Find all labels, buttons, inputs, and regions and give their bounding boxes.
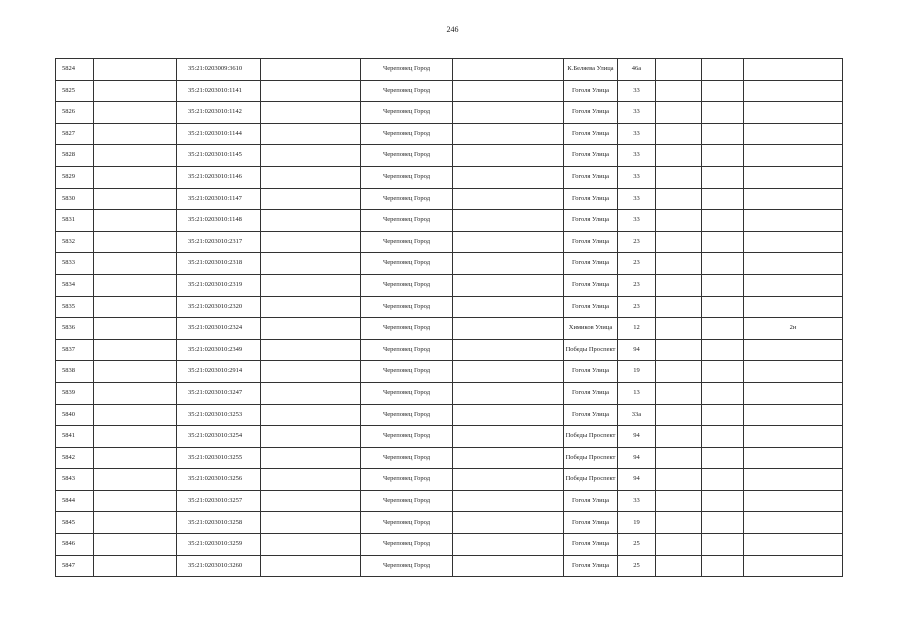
cadastral-number-cell: 35:21:0203010:2319 bbox=[177, 274, 261, 296]
empty-cell bbox=[453, 382, 564, 404]
premises-cell bbox=[744, 361, 843, 383]
street-cell: Гоголя Улица bbox=[564, 166, 618, 188]
cadastral-number-cell: 35:21:0203010:2349 bbox=[177, 339, 261, 361]
empty-cell bbox=[453, 123, 564, 145]
empty-cell bbox=[94, 339, 177, 361]
premises-cell bbox=[744, 231, 843, 253]
empty-cell bbox=[656, 318, 702, 340]
record-number-cell: 5843 bbox=[56, 469, 94, 491]
premises-cell bbox=[744, 123, 843, 145]
empty-cell bbox=[94, 534, 177, 556]
empty-cell bbox=[453, 59, 564, 81]
empty-cell bbox=[94, 188, 177, 210]
house-number-cell: 33а bbox=[618, 404, 656, 426]
empty-cell bbox=[656, 274, 702, 296]
empty-cell bbox=[702, 274, 744, 296]
house-number-cell: 33 bbox=[618, 166, 656, 188]
record-number-cell: 5829 bbox=[56, 166, 94, 188]
empty-cell bbox=[453, 318, 564, 340]
premises-cell bbox=[744, 534, 843, 556]
table-row bbox=[56, 534, 843, 556]
empty-cell bbox=[656, 231, 702, 253]
empty-cell bbox=[94, 469, 177, 491]
empty-cell bbox=[702, 145, 744, 167]
empty-cell bbox=[702, 382, 744, 404]
empty-cell bbox=[656, 469, 702, 491]
empty-cell bbox=[261, 534, 361, 556]
empty-cell bbox=[702, 512, 744, 534]
empty-cell bbox=[702, 469, 744, 491]
empty-cell bbox=[94, 80, 177, 102]
table-row bbox=[56, 59, 843, 81]
cadastral-number-cell: 35:21:0203010:1146 bbox=[177, 166, 261, 188]
table-row bbox=[56, 188, 843, 210]
record-number-cell: 5825 bbox=[56, 80, 94, 102]
cadastral-number-cell: 35:21:0203010:3260 bbox=[177, 555, 261, 577]
cadastral-number-cell: 35:21:0203010:3259 bbox=[177, 534, 261, 556]
empty-cell bbox=[656, 361, 702, 383]
table-row bbox=[56, 382, 843, 404]
city-cell: Череповец Город bbox=[361, 447, 453, 469]
record-number-cell: 5826 bbox=[56, 102, 94, 124]
street-cell: Гоголя Улица bbox=[564, 361, 618, 383]
empty-cell bbox=[656, 404, 702, 426]
empty-cell bbox=[94, 426, 177, 448]
empty-cell bbox=[261, 426, 361, 448]
empty-cell bbox=[453, 555, 564, 577]
empty-cell bbox=[261, 382, 361, 404]
table-row bbox=[56, 555, 843, 577]
empty-cell bbox=[702, 80, 744, 102]
house-number-cell: 19 bbox=[618, 361, 656, 383]
house-number-cell: 33 bbox=[618, 145, 656, 167]
empty-cell bbox=[702, 102, 744, 124]
cadastral-number-cell: 35:21:0203010:2324 bbox=[177, 318, 261, 340]
empty-cell bbox=[656, 80, 702, 102]
empty-cell bbox=[453, 188, 564, 210]
empty-cell bbox=[261, 253, 361, 275]
house-number-cell: 12 bbox=[618, 318, 656, 340]
table-row bbox=[56, 210, 843, 232]
house-number-cell: 23 bbox=[618, 274, 656, 296]
empty-cell bbox=[261, 59, 361, 81]
premises-cell bbox=[744, 404, 843, 426]
street-cell: Гоголя Улица bbox=[564, 253, 618, 275]
premises-cell bbox=[744, 469, 843, 491]
street-cell: Гоголя Улица bbox=[564, 512, 618, 534]
empty-cell bbox=[702, 404, 744, 426]
empty-cell bbox=[94, 59, 177, 81]
table-row bbox=[56, 145, 843, 167]
street-cell: Гоголя Улица bbox=[564, 404, 618, 426]
empty-cell bbox=[261, 469, 361, 491]
house-number-cell: 25 bbox=[618, 534, 656, 556]
premises-cell bbox=[744, 210, 843, 232]
cadastral-number-cell: 35:21:0203010:2914 bbox=[177, 361, 261, 383]
empty-cell bbox=[656, 490, 702, 512]
street-cell: Гоголя Улица bbox=[564, 490, 618, 512]
empty-cell bbox=[94, 274, 177, 296]
empty-cell bbox=[261, 188, 361, 210]
empty-cell bbox=[702, 361, 744, 383]
empty-cell bbox=[656, 382, 702, 404]
empty-cell bbox=[702, 253, 744, 275]
city-cell: Череповец Город bbox=[361, 59, 453, 81]
cadastral-number-cell: 35:21:0203010:3254 bbox=[177, 426, 261, 448]
table-row bbox=[56, 426, 843, 448]
house-number-cell: 33 bbox=[618, 490, 656, 512]
city-cell: Череповец Город bbox=[361, 296, 453, 318]
record-number-cell: 5830 bbox=[56, 188, 94, 210]
cadastral-number-cell: 35:21:0203009:3610 bbox=[177, 59, 261, 81]
empty-cell bbox=[261, 339, 361, 361]
premises-cell bbox=[744, 555, 843, 577]
empty-cell bbox=[261, 274, 361, 296]
empty-cell bbox=[656, 145, 702, 167]
cadastral-number-cell: 35:21:0203010:3255 bbox=[177, 447, 261, 469]
empty-cell bbox=[656, 426, 702, 448]
street-cell: Гоголя Улица bbox=[564, 188, 618, 210]
empty-cell bbox=[261, 166, 361, 188]
empty-cell bbox=[656, 253, 702, 275]
house-number-cell: 33 bbox=[618, 102, 656, 124]
empty-cell bbox=[453, 296, 564, 318]
cadastral-number-cell: 35:21:0203010:3256 bbox=[177, 469, 261, 491]
empty-cell bbox=[656, 555, 702, 577]
cadastral-number-cell: 35:21:0203010:2318 bbox=[177, 253, 261, 275]
empty-cell bbox=[656, 512, 702, 534]
registry-table bbox=[55, 58, 843, 577]
street-cell: Химиков Улица bbox=[564, 318, 618, 340]
empty-cell bbox=[656, 447, 702, 469]
premises-cell bbox=[744, 80, 843, 102]
empty-cell bbox=[702, 555, 744, 577]
table-row bbox=[56, 102, 843, 124]
empty-cell bbox=[702, 188, 744, 210]
empty-cell bbox=[94, 296, 177, 318]
empty-cell bbox=[453, 253, 564, 275]
empty-cell bbox=[261, 555, 361, 577]
premises-cell bbox=[744, 296, 843, 318]
house-number-cell: 23 bbox=[618, 296, 656, 318]
table-row bbox=[56, 296, 843, 318]
house-number-cell: 94 bbox=[618, 447, 656, 469]
house-number-cell: 94 bbox=[618, 426, 656, 448]
empty-cell bbox=[702, 296, 744, 318]
street-cell: Гоголя Улица bbox=[564, 123, 618, 145]
street-cell: Гоголя Улица bbox=[564, 296, 618, 318]
empty-cell bbox=[453, 490, 564, 512]
premises-cell bbox=[744, 188, 843, 210]
empty-cell bbox=[453, 102, 564, 124]
table-row bbox=[56, 253, 843, 275]
empty-cell bbox=[261, 318, 361, 340]
empty-cell bbox=[261, 123, 361, 145]
record-number-cell: 5844 bbox=[56, 490, 94, 512]
city-cell: Череповец Город bbox=[361, 382, 453, 404]
premises-cell bbox=[744, 339, 843, 361]
empty-cell bbox=[453, 447, 564, 469]
record-number-cell: 5836 bbox=[56, 318, 94, 340]
table-row bbox=[56, 339, 843, 361]
empty-cell bbox=[94, 231, 177, 253]
street-cell: Гоголя Улица bbox=[564, 145, 618, 167]
table-row bbox=[56, 512, 843, 534]
record-number-cell: 5831 bbox=[56, 210, 94, 232]
house-number-cell: 33 bbox=[618, 80, 656, 102]
registry-body bbox=[56, 59, 843, 577]
street-cell: Победы Проспект bbox=[564, 426, 618, 448]
cadastral-number-cell: 35:21:0203010:2317 bbox=[177, 231, 261, 253]
city-cell: Череповец Город bbox=[361, 339, 453, 361]
empty-cell bbox=[94, 555, 177, 577]
city-cell: Череповец Город bbox=[361, 274, 453, 296]
empty-cell bbox=[94, 512, 177, 534]
city-cell: Череповец Город bbox=[361, 512, 453, 534]
empty-cell bbox=[261, 296, 361, 318]
city-cell: Череповец Город bbox=[361, 253, 453, 275]
record-number-cell: 5824 bbox=[56, 59, 94, 81]
empty-cell bbox=[453, 231, 564, 253]
empty-cell bbox=[261, 404, 361, 426]
empty-cell bbox=[261, 361, 361, 383]
city-cell: Череповец Город bbox=[361, 534, 453, 556]
record-number-cell: 5845 bbox=[56, 512, 94, 534]
street-cell: Победы Проспект bbox=[564, 469, 618, 491]
table-row bbox=[56, 274, 843, 296]
record-number-cell: 5840 bbox=[56, 404, 94, 426]
table-row bbox=[56, 447, 843, 469]
house-number-cell: 33 bbox=[618, 188, 656, 210]
house-number-cell: 23 bbox=[618, 231, 656, 253]
record-number-cell: 5828 bbox=[56, 145, 94, 167]
empty-cell bbox=[94, 253, 177, 275]
house-number-cell: 33 bbox=[618, 210, 656, 232]
premises-cell bbox=[744, 102, 843, 124]
empty-cell bbox=[94, 145, 177, 167]
cadastral-number-cell: 35:21:0203010:1148 bbox=[177, 210, 261, 232]
street-cell: Гоголя Улица bbox=[564, 102, 618, 124]
city-cell: Череповец Город bbox=[361, 231, 453, 253]
empty-cell bbox=[656, 210, 702, 232]
empty-cell bbox=[656, 188, 702, 210]
street-cell: Победы Проспект bbox=[564, 339, 618, 361]
empty-cell bbox=[656, 339, 702, 361]
premises-cell bbox=[744, 447, 843, 469]
cadastral-number-cell: 35:21:0203010:1145 bbox=[177, 145, 261, 167]
cadastral-number-cell: 35:21:0203010:3247 bbox=[177, 382, 261, 404]
house-number-cell: 94 bbox=[618, 339, 656, 361]
city-cell: Череповец Город bbox=[361, 426, 453, 448]
table-row bbox=[56, 166, 843, 188]
empty-cell bbox=[453, 469, 564, 491]
premises-cell bbox=[744, 426, 843, 448]
empty-cell bbox=[453, 512, 564, 534]
empty-cell bbox=[702, 447, 744, 469]
empty-cell bbox=[94, 210, 177, 232]
premises-cell bbox=[744, 166, 843, 188]
empty-cell bbox=[453, 166, 564, 188]
city-cell: Череповец Город bbox=[361, 166, 453, 188]
table-row bbox=[56, 231, 843, 253]
premises-cell: 2н bbox=[744, 318, 843, 340]
premises-cell bbox=[744, 382, 843, 404]
empty-cell bbox=[702, 534, 744, 556]
empty-cell bbox=[453, 274, 564, 296]
empty-cell bbox=[702, 426, 744, 448]
premises-cell bbox=[744, 59, 843, 81]
premises-cell bbox=[744, 490, 843, 512]
city-cell: Череповец Город bbox=[361, 361, 453, 383]
city-cell: Череповец Город bbox=[361, 145, 453, 167]
house-number-cell: 19 bbox=[618, 512, 656, 534]
empty-cell bbox=[261, 210, 361, 232]
cadastral-number-cell: 35:21:0203010:1147 bbox=[177, 188, 261, 210]
street-cell: Гоголя Улица bbox=[564, 555, 618, 577]
empty-cell bbox=[94, 361, 177, 383]
empty-cell bbox=[453, 426, 564, 448]
cadastral-number-cell: 35:21:0203010:3257 bbox=[177, 490, 261, 512]
table-row bbox=[56, 361, 843, 383]
street-cell: Гоголя Улица bbox=[564, 274, 618, 296]
cadastral-number-cell: 35:21:0203010:2320 bbox=[177, 296, 261, 318]
empty-cell bbox=[702, 318, 744, 340]
cadastral-number-cell: 35:21:0203010:1141 bbox=[177, 80, 261, 102]
house-number-cell: 23 bbox=[618, 253, 656, 275]
city-cell: Череповец Город bbox=[361, 188, 453, 210]
empty-cell bbox=[453, 145, 564, 167]
record-number-cell: 5835 bbox=[56, 296, 94, 318]
table-row bbox=[56, 318, 843, 340]
page-number: 246 bbox=[446, 25, 459, 34]
city-cell: Череповец Город bbox=[361, 490, 453, 512]
house-number-cell: 13 bbox=[618, 382, 656, 404]
street-cell: Гоголя Улица bbox=[564, 210, 618, 232]
empty-cell bbox=[453, 361, 564, 383]
empty-cell bbox=[453, 80, 564, 102]
city-cell: Череповец Город bbox=[361, 318, 453, 340]
cadastral-number-cell: 35:21:0203010:3258 bbox=[177, 512, 261, 534]
empty-cell bbox=[94, 490, 177, 512]
premises-cell bbox=[744, 253, 843, 275]
record-number-cell: 5834 bbox=[56, 274, 94, 296]
empty-cell bbox=[94, 166, 177, 188]
house-number-cell: 33 bbox=[618, 123, 656, 145]
record-number-cell: 5832 bbox=[56, 231, 94, 253]
street-cell: Гоголя Улица bbox=[564, 382, 618, 404]
city-cell: Череповец Город bbox=[361, 555, 453, 577]
empty-cell bbox=[94, 404, 177, 426]
empty-cell bbox=[261, 447, 361, 469]
table-row bbox=[56, 490, 843, 512]
empty-cell bbox=[453, 404, 564, 426]
record-number-cell: 5842 bbox=[56, 447, 94, 469]
city-cell: Череповец Город bbox=[361, 80, 453, 102]
record-number-cell: 5827 bbox=[56, 123, 94, 145]
empty-cell bbox=[656, 123, 702, 145]
premises-cell bbox=[744, 145, 843, 167]
empty-cell bbox=[656, 296, 702, 318]
empty-cell bbox=[94, 318, 177, 340]
empty-cell bbox=[702, 59, 744, 81]
cadastral-number-cell: 35:21:0203010:3253 bbox=[177, 404, 261, 426]
street-cell: К.Беляева Улица bbox=[564, 59, 618, 81]
table-row bbox=[56, 123, 843, 145]
street-cell: Гоголя Улица bbox=[564, 231, 618, 253]
empty-cell bbox=[702, 339, 744, 361]
house-number-cell: 94 bbox=[618, 469, 656, 491]
empty-cell bbox=[702, 490, 744, 512]
empty-cell bbox=[261, 512, 361, 534]
city-cell: Череповец Город bbox=[361, 469, 453, 491]
empty-cell bbox=[656, 59, 702, 81]
table-row bbox=[56, 80, 843, 102]
empty-cell bbox=[94, 447, 177, 469]
record-number-cell: 5833 bbox=[56, 253, 94, 275]
empty-cell bbox=[702, 123, 744, 145]
empty-cell bbox=[656, 534, 702, 556]
empty-cell bbox=[94, 382, 177, 404]
empty-cell bbox=[94, 123, 177, 145]
empty-cell bbox=[656, 102, 702, 124]
empty-cell bbox=[261, 80, 361, 102]
empty-cell bbox=[261, 231, 361, 253]
city-cell: Череповец Город bbox=[361, 102, 453, 124]
record-number-cell: 5841 bbox=[56, 426, 94, 448]
empty-cell bbox=[261, 145, 361, 167]
street-cell: Победы Проспект bbox=[564, 447, 618, 469]
empty-cell bbox=[656, 166, 702, 188]
street-cell: Гоголя Улица bbox=[564, 534, 618, 556]
cadastral-number-cell: 35:21:0203010:1144 bbox=[177, 123, 261, 145]
city-cell: Череповец Город bbox=[361, 210, 453, 232]
house-number-cell: 25 bbox=[618, 555, 656, 577]
empty-cell bbox=[261, 490, 361, 512]
record-number-cell: 5837 bbox=[56, 339, 94, 361]
cadastral-number-cell: 35:21:0203010:1142 bbox=[177, 102, 261, 124]
empty-cell bbox=[453, 210, 564, 232]
empty-cell bbox=[702, 166, 744, 188]
street-cell: Гоголя Улица bbox=[564, 80, 618, 102]
empty-cell bbox=[702, 210, 744, 232]
record-number-cell: 5846 bbox=[56, 534, 94, 556]
city-cell: Череповец Город bbox=[361, 123, 453, 145]
empty-cell bbox=[453, 534, 564, 556]
premises-cell bbox=[744, 512, 843, 534]
house-number-cell: 46а bbox=[618, 59, 656, 81]
empty-cell bbox=[453, 339, 564, 361]
record-number-cell: 5847 bbox=[56, 555, 94, 577]
empty-cell bbox=[702, 231, 744, 253]
empty-cell bbox=[94, 102, 177, 124]
record-number-cell: 5838 bbox=[56, 361, 94, 383]
empty-cell bbox=[261, 102, 361, 124]
city-cell: Череповец Город bbox=[361, 404, 453, 426]
record-number-cell: 5839 bbox=[56, 382, 94, 404]
premises-cell bbox=[744, 274, 843, 296]
table-row bbox=[56, 404, 843, 426]
table-row bbox=[56, 469, 843, 491]
